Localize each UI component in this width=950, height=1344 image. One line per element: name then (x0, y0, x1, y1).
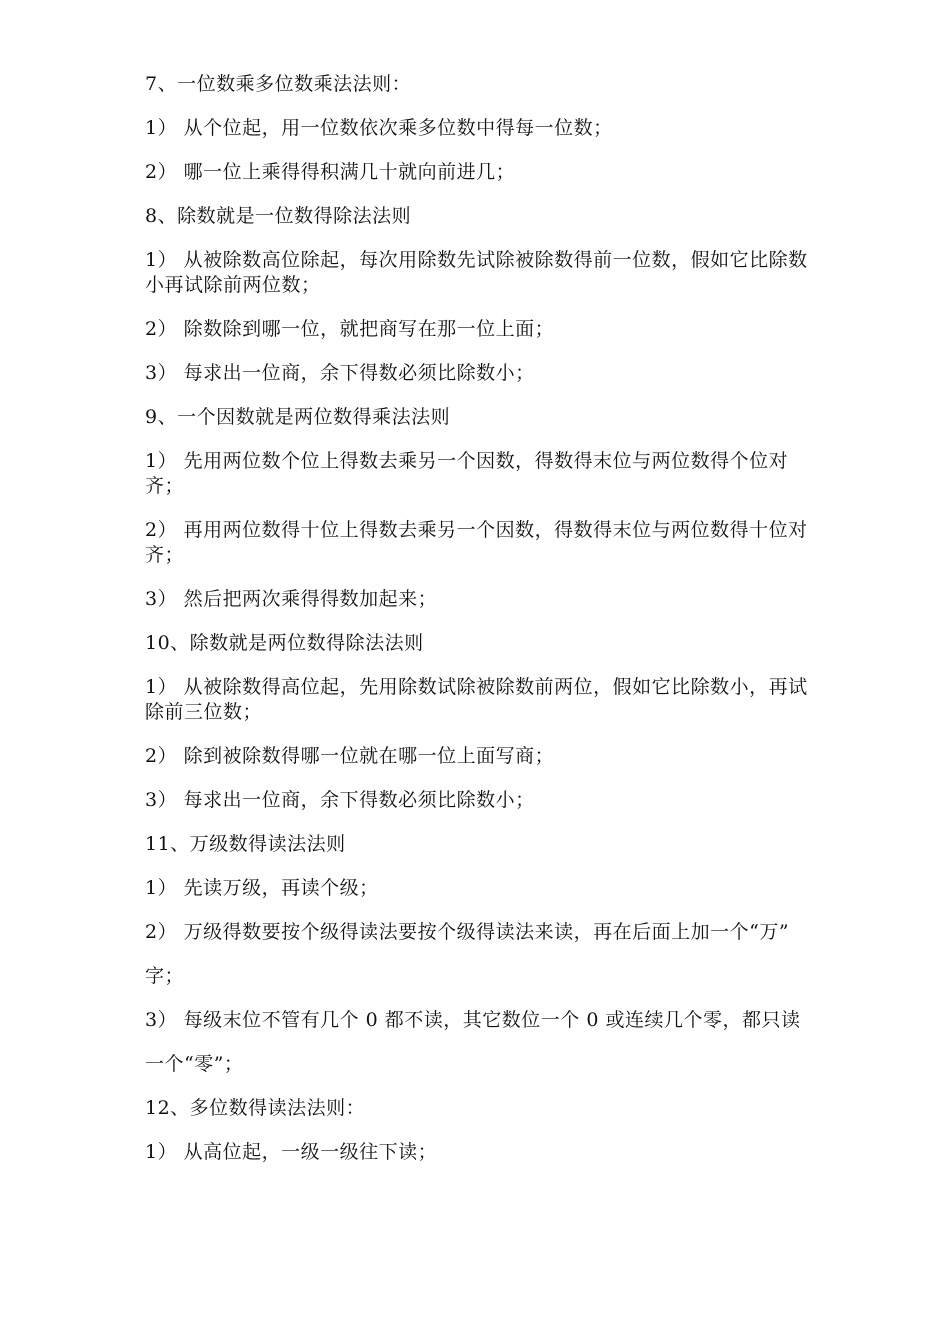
rule-8-step-1: 1） 从被除数高位除起，每次用除数先试除被除数得前一位数，假如它比除数小再试除前两位数； (145, 249, 808, 296)
rule-11-step-2-continued: 字； (145, 965, 185, 987)
rule-9-step-1: 1） 先用两位数个位上得数去乘另一个因数，得数得末位与两位数得个位对齐； (145, 450, 789, 497)
rule-9-step-2: 2） 再用两位数得十位上得数去乘另一个因数，得数得末位与两位数得十位对齐； (145, 519, 808, 566)
heading-rule-8: 8、除数就是一位数得除法法则 (145, 205, 412, 227)
heading-rule-7: 7、一位数乘多位数乘法法则： (145, 73, 412, 95)
rule-7-step-2: 2） 哪一位上乘得得积满几十就向前进几； (145, 161, 516, 183)
rule-11-step-3: 3） 每级末位不管有几个 0 都不读，其它数位一个 0 或连续几个零，都只读 (145, 1009, 801, 1031)
heading-rule-9: 9、一个因数就是两位数得乘法法则 (145, 406, 451, 428)
heading-rule-12: 12、多位数得读法法则： (145, 1097, 366, 1119)
heading-rule-10: 10、除数就是两位数得除法法则 (145, 632, 424, 654)
rule-10-step-1: 1） 从被除数得高位起，先用除数试除被除数前两位，假如它比除数小，再试除前三位数； (145, 676, 808, 723)
rule-8-step-3: 3） 每求出一位商，余下得数必须比除数小； (145, 362, 535, 384)
document-page (145, 72, 810, 1184)
rule-7-step-1: 1） 从个位起，用一位数依次乘多位数中得每一位数； (145, 117, 613, 139)
rule-11-step-1: 1） 先读万级，再读个级； (145, 877, 379, 899)
rule-12-step-1: 1） 从高位起，一级一级往下读； (145, 1141, 438, 1163)
rule-8-step-2: 2） 除数除到哪一位，就把商写在那一位上面； (145, 318, 555, 340)
rule-10-step-3: 3） 每求出一位商，余下得数必须比除数小； (145, 789, 535, 811)
heading-rule-11: 11、万级数得读法法则 (145, 833, 346, 855)
rule-10-step-2: 2） 除到被除数得哪一位就在哪一位上面写商； (145, 745, 555, 767)
rule-9-step-3: 3） 然后把两次乘得得数加起来； (145, 588, 438, 610)
rule-11-step-2: 2） 万级得数要按个级得读法要按个级得读法来读，再在后面上加一个“万” (145, 921, 790, 943)
rule-11-step-3-continued: 一个“零”； (145, 1053, 244, 1075)
